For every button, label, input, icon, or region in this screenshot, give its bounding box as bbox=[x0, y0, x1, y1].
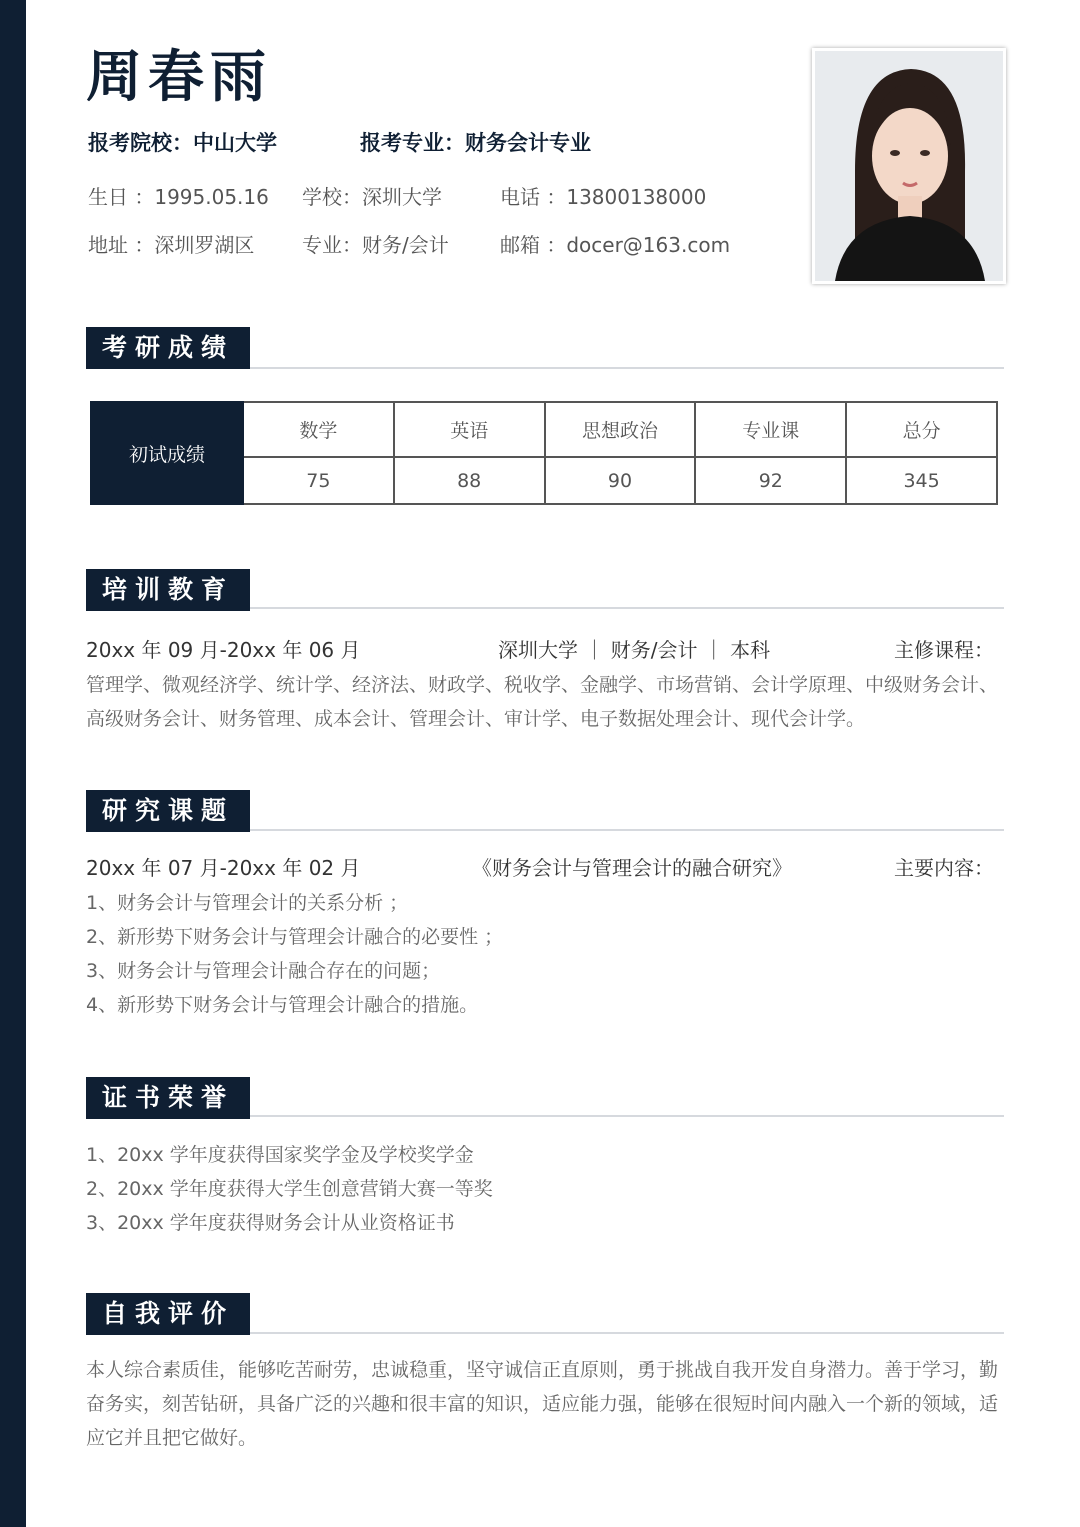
research-title: 《财务会计与管理会计的融合研究》 bbox=[472, 856, 792, 880]
left-accent-bar bbox=[0, 0, 26, 1527]
profile-photo bbox=[812, 48, 1006, 284]
section-title-self-evaluation: 自我评价 bbox=[86, 1293, 250, 1335]
major: 专业：财务/会计 bbox=[302, 233, 449, 257]
portrait-image bbox=[815, 51, 1003, 281]
score-value: 88 bbox=[394, 457, 545, 504]
score-value: 345 bbox=[846, 457, 997, 504]
school: 学校：深圳大学 bbox=[302, 185, 442, 209]
list-item: 3、财务会计与管理会计融合存在的问题； bbox=[86, 960, 441, 982]
section-title-research: 研究课题 bbox=[86, 790, 250, 832]
list-item: 2、20xx 学年度获得大学生创意营销大赛一等奖 bbox=[86, 1178, 493, 1200]
score-value: 92 bbox=[695, 457, 846, 504]
list-item: 3、20xx 学年度获得财务会计从业资格证书 bbox=[86, 1212, 455, 1234]
score-header: 英语 bbox=[394, 402, 545, 457]
research-period: 20xx 年 07 月-20xx 年 02 月 bbox=[86, 856, 361, 880]
section-title-scores: 考研成绩 bbox=[86, 327, 250, 369]
list-item: 4、新形势下财务会计与管理会计融合的措施。 bbox=[86, 994, 479, 1016]
content-label: 主要内容： bbox=[894, 856, 994, 880]
courses-text: 管理学、微观经济学、统计学、经济法、财政学、税收学、金融学、市场营销、会计学原理、中级财务会计、高级财务会计、财务管理、成本会计、管理会计、审计学、电子数据处理会计、现代会计学。 bbox=[86, 674, 999, 730]
self-evaluation-text: 本人综合素质佳，能够吃苦耐劳，忠诚稳重，坚守诚信正直原则，勇于挑战自我开发自身潜力。善于学习，勤奋务实，刻苦钻研，具备广泛的兴趣和很丰富的知识，适应能力强，能够在很短时间内融入一个新的领域，适应它并且把它做好。 bbox=[86, 1359, 999, 1449]
target-major: 报考专业：财务会计专业 bbox=[360, 131, 591, 155]
birthday: 生日 ：1995.05.16 bbox=[88, 185, 269, 209]
courses-label: 主修课程： bbox=[894, 638, 994, 662]
section-divider bbox=[250, 1115, 1004, 1117]
list-item: 1、财务会计与管理会计的关系分析 ； bbox=[86, 892, 409, 914]
section-title-education: 培训教育 bbox=[86, 569, 250, 611]
list-item: 1、20xx 学年度获得国家奖学金及学校奖学金 bbox=[86, 1144, 474, 1166]
section-divider bbox=[250, 367, 1004, 369]
score-header: 专业课 bbox=[695, 402, 846, 457]
email: 邮箱 ：docer@163.com bbox=[500, 233, 731, 257]
candidate-name: 周春雨 bbox=[86, 45, 272, 110]
list-item: 2、新形势下财务会计与管理会计融合的必要性 ； bbox=[86, 926, 504, 948]
section-divider bbox=[250, 607, 1004, 609]
scores-table bbox=[90, 401, 998, 505]
score-value: 90 bbox=[545, 457, 696, 504]
scores-row-label: 初试成绩 bbox=[91, 402, 243, 504]
score-header: 总分 bbox=[846, 402, 997, 457]
section-divider bbox=[250, 1332, 1004, 1334]
score-value: 75 bbox=[243, 457, 394, 504]
section-title-certificates: 证书荣誉 bbox=[86, 1077, 250, 1119]
education-period: 20xx 年 09 月-20xx 年 06 月 bbox=[86, 638, 361, 662]
phone: 电话 ：13800138000 bbox=[500, 185, 707, 209]
target-school: 报考院校：中山大学 bbox=[88, 131, 277, 155]
section-divider bbox=[250, 829, 1004, 831]
score-header: 思想政治 bbox=[545, 402, 696, 457]
score-header: 数学 bbox=[243, 402, 394, 457]
education-school: 深圳大学 ｜ 财务/会计 ｜ 本科 bbox=[498, 638, 771, 662]
address: 地址 ：深圳罗湖区 bbox=[88, 233, 255, 257]
